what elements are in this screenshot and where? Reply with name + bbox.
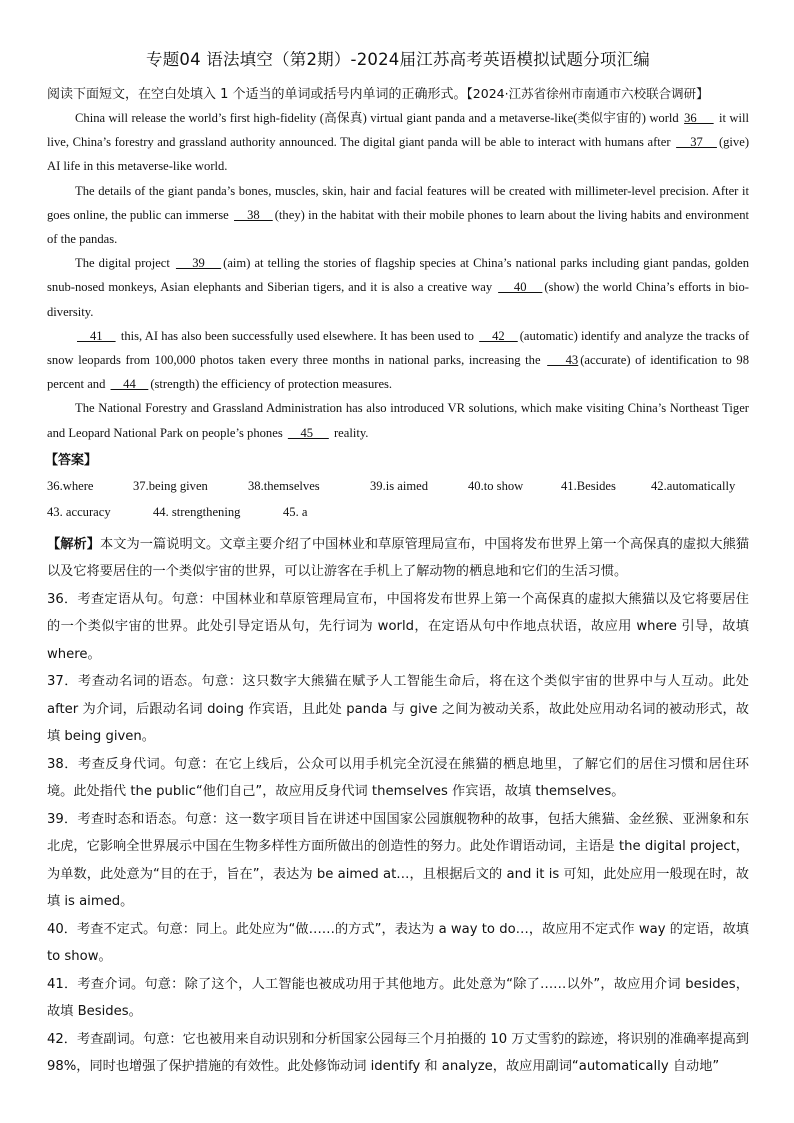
blank-39: 39 — [175, 256, 222, 271]
text: (aim) at telling the stories of flagship species at China’s national parks including giant pandas, golden snub-nosed monkeys, Asian elephants and Siberian tigers, and it is also a creative way — [47, 256, 750, 295]
answer-row-2 — [47, 499, 749, 525]
analysis-heading: 【解析】 — [47, 536, 100, 552]
analysis-item-41: 41．考查介词。句意：除了这个，人工智能也被成功用于其他地方。此处意为“除了……以外”，故应用介词 besides，故填 Besides。 — [47, 976, 749, 1020]
text: (automatic) identify and analyze the tracks of snow leopards from 100,000 photos taken every three months in national parks, increasing the — [47, 328, 750, 368]
blank-45: 45 — [287, 425, 329, 440]
text: (they) in the habitat with their mobile phones to learn about the living habits and environment of the pandas. — [47, 207, 749, 247]
analysis-item-38: 38．考查反身代词。句意：在它上线后，公众可以用手机完全沉浸在熊猫的栖息地里，了解它们的居住习惯和居住环境。此处指代 the public“他们自己”，故应用反身代词 themselves 作宾语，故填 themselves。 — [47, 756, 749, 800]
passage — [47, 106, 749, 445]
answer-item: 36.where — [47, 478, 94, 493]
passage-paragraph-1 — [47, 106, 749, 179]
answer-heading: 【答案】 — [45, 452, 98, 468]
analysis-section — [47, 531, 749, 1081]
passage-paragraph-2 — [47, 179, 749, 252]
instruction-text: 阅读下面短文，在空白处填入 1 个适当的单词或括号内单词的正确形式。 — [47, 87, 467, 102]
blank-38: 38 — [234, 207, 273, 222]
text: it will live, China’s forestry and grassland authority announced. The digital giant panda will be able to interact with humans after — [47, 111, 749, 150]
answer-item: 44. strengthening — [153, 504, 241, 519]
blank-43: 43 — [547, 353, 579, 368]
page-title: 专题04 语法填空（第2期）-2024届江苏高考英语模拟试题分项汇编 — [146, 50, 650, 69]
answer-item: 40.to show — [468, 478, 524, 493]
answer-list — [47, 473, 749, 525]
answer-item: 39.is aimed — [370, 478, 429, 493]
text: (strength) the efficiency of protection measures. — [150, 377, 393, 392]
text: (give) AI life in this metaverse-like world. — [47, 135, 750, 174]
blank-42: 42 — [479, 328, 518, 343]
answer-item: 45. a — [283, 504, 308, 519]
answer-item: 37.being given — [133, 478, 208, 493]
text: China will release the world’s first high-fidelity (高保真) virtual giant panda and a metaverse-like(类似宇宙的) world — [75, 111, 683, 125]
blank-37: 37 — [676, 135, 717, 150]
analysis-intro — [47, 531, 749, 586]
blank-40: 40 — [498, 280, 543, 295]
text: (accurate) of identification to 98 percent and — [47, 353, 749, 392]
instructions — [47, 82, 749, 106]
passage-paragraph-5 — [47, 396, 749, 444]
blank-44: 44 — [110, 377, 149, 392]
analysis-item-37: 37．考查动名词的语态。句意：这只数字大熊猫在赋予人工智能生命后，将在这个类似宇宙的世界中与人互动。此处 after 为介词，后跟动名词 doing 作宾语，且此处 panda 与 give 之间为被动关系，故此处应用动名词的被动形式，故填 being given。 — [47, 674, 749, 745]
text: The digital project — [75, 256, 174, 271]
source-label: 【2024·江苏省徐州市南通市六校联合调研】 — [466, 86, 709, 101]
text: reality. — [330, 425, 369, 440]
blank-36: 36 — [684, 111, 714, 125]
text: this, AI has also been successfully used elsewhere. It has been used to — [117, 328, 478, 343]
text: The National Forestry and Grassland Administration has also introduced VR solutions, which make visiting China’s Northeast Tiger and Leopard National Park on people’s phones — [47, 401, 749, 440]
analysis-item-39: 39．考查时态和语态。句意：这一数字项目旨在讲述中国国家公园旗舰物种的故事，包括大熊猫、金丝猴、亚洲象和东北虎，它影响全世界展示中国在生物多样性方面所做出的创造性的努力。此处作谓语动词，主语是 the digital project，为单数，此处意为“目的在于，旨在”，表达为 be aimed at…，且根据后文的 and it is 可知，此处应用一般现在时，故填 is aimed。 — [47, 811, 749, 910]
answer-item: 38.themselves — [248, 478, 320, 493]
text: The details of the giant panda’s bones, muscles, skin, hair and facial features will be created with millimeter-level precision. After it goes online, the public can immerse — [47, 183, 749, 222]
passage-paragraph-4 — [47, 324, 749, 397]
text: (show) the world China’s efforts in bio-diversity. — [47, 280, 750, 319]
blank-41: 41 — [77, 328, 116, 343]
answer-item: 41.Besides — [561, 478, 616, 493]
analysis-item-36: 36．考查定语从句。句意：中国林业和草原管理局宣布，中国将发布世界上第一个高保真的虚拟大熊猫以及它将要居住的一个类似宇宙的世界。此处引导定语从句，先行词为 world，在定语从句中作地点状语，故应用 where 引导，故填 where。 — [47, 591, 749, 662]
answer-row-1 — [47, 473, 749, 499]
answer-item: 42.automatically — [651, 478, 736, 493]
analysis-item-42: 42．考查副词。句意：它也被用来自动识别和分析国家公园每三个月拍摄的 10 万丈雪豹的踪迹，将识别的准确率提高到 98%，同时也增强了保护措施的有效性。此处修饰动词 identify 和 analyze，故应用副词“automatically 自动地” — [47, 1031, 749, 1075]
passage-paragraph-3 — [47, 251, 749, 324]
analysis-item-40: 40．考查不定式。句意：同上。此处应为“做……的方式”，表达为 a way to do…，故应用不定式作 way 的定语，故填 to show。 — [47, 921, 749, 965]
analysis-intro-text: 本文为一篇说明文。文章主要介绍了中国林业和草原管理局宣布，中国将发布世界上第一个高保真的虚拟大熊猫以及它将要居住的一个类似宇宙的世界，可以让游客在手机上了解动物的栖息地和它们的生活习惯。 — [47, 536, 750, 580]
answer-item: 43. accuracy — [47, 504, 111, 519]
